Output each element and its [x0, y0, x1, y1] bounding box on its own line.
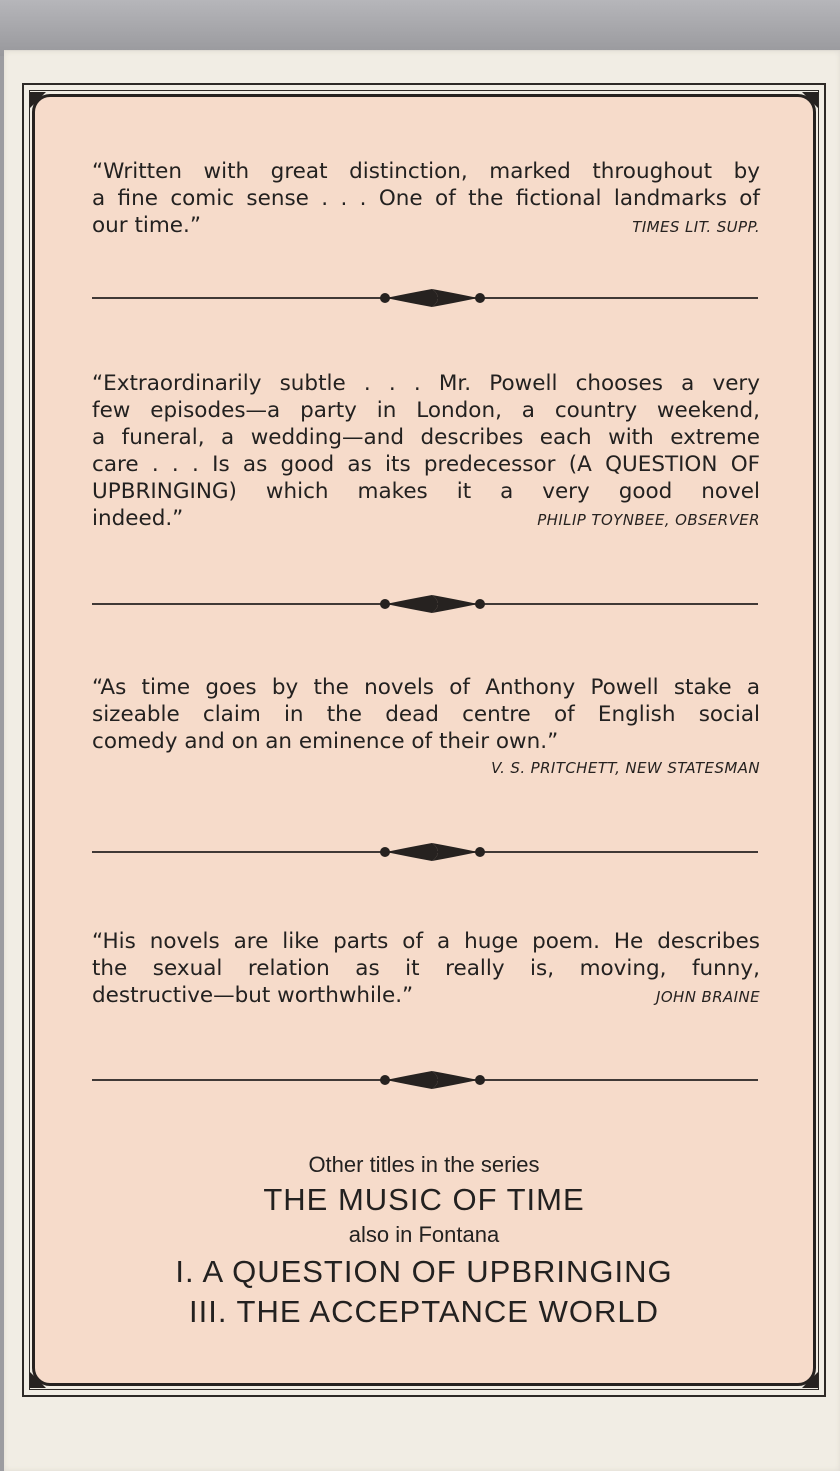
publisher-line: also in Fontana [348, 1222, 500, 1247]
quote-line: UPBRINGING) which makes it a very good novel [92, 479, 760, 504]
quote-line: our time.” [92, 213, 202, 238]
quote-line: “As time goes by the novels of Anthony Powell stake a [92, 675, 760, 700]
quote-line: “Extraordinarily subtle . . . Mr. Powell chooses a very [92, 371, 760, 396]
background-top [0, 0, 840, 56]
quote-line: comedy and on an eminence of their own.” [92, 729, 559, 754]
review-quote-2 [92, 370, 760, 534]
quote-line: “Written with great distinction, marked throughout by [92, 159, 760, 184]
quote-source: TIMES LIT. SUPP. [632, 218, 760, 236]
series-title-1: I. A QUESTION OF UPBRINGING [175, 1254, 673, 1289]
quote-line: indeed.” [92, 506, 184, 531]
series-title-2: III. THE ACCEPTANCE WORLD [189, 1294, 659, 1329]
quote-line: sizeable claim in the dead centre of English social [92, 702, 760, 727]
review-quote-3 [92, 674, 760, 782]
review-quote-4 [92, 928, 760, 1011]
quote-line: few episodes—a party in London, a country weekend, [92, 398, 760, 423]
ornamental-divider [92, 288, 758, 308]
quote-source: V. S. PRITCHETT, NEW STATESMAN [491, 759, 760, 777]
series-listing [34, 1150, 814, 1332]
quote-line: the sexual relation as it really is, moving, funny, [92, 956, 760, 981]
quote-source: JOHN BRAINE [656, 988, 760, 1006]
quote-line: a fine comic sense . . . One of the fictional landmarks of [92, 186, 760, 211]
quote-line: “His novels are like parts of a huge poem. He describes [92, 929, 760, 954]
quote-source: PHILIP TOYNBEE, OBSERVER [537, 511, 760, 529]
review-quote-1 [92, 158, 760, 241]
ornamental-divider [92, 842, 758, 862]
quote-line: destructive—but worthwhile.” [92, 983, 414, 1008]
ornamental-divider [92, 1070, 758, 1090]
ornamental-divider [92, 594, 758, 614]
series-intro: Other titles in the series [308, 1152, 540, 1177]
series-name: THE MUSIC OF TIME [263, 1182, 585, 1217]
quote-line: a funeral, a wedding—and describes each with extreme [92, 425, 760, 450]
quote-line: care . . . Is as good as its predecessor (A QUESTION OF [92, 452, 760, 477]
